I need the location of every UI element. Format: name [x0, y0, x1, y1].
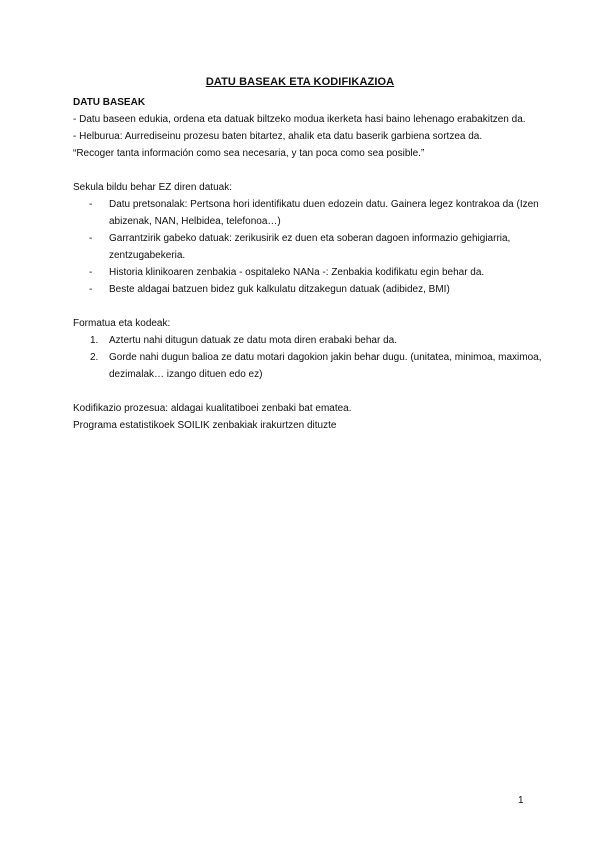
list-item-text: Garrantzirik gabeko datuak: zerikusirik ez duen eta soberan dagoen informazio gehigiarria, zentzugabekeria.: [109, 233, 511, 261]
list-item: [73, 230, 543, 264]
list-item-text: Datu pretsonalak: Pertsona hori identifikatu duen edozein datu. Gainera legez kontrakoa da (Izen abizenak, NAN, Helbidea, telefonoa…): [109, 199, 539, 227]
list-item: [73, 196, 543, 230]
excluded-list: [73, 196, 543, 298]
list-item-text: Historia klinikoaren zenbakia - ospitaleko NANa -: Zenbakia kodifikatu egin behar da.: [109, 267, 485, 278]
list-item-text: Aztertu nahi ditugun datuak ze datu mota diren erabaki behar da.: [109, 335, 397, 346]
format-heading: Formatua eta kodeak:: [73, 318, 171, 329]
intro-line-1: - Datu baseen edukia, ordena eta datuak biltzeko modua ikerketa hasi baino lehenago erabakitzen da.: [73, 114, 526, 125]
format-list: [73, 332, 543, 383]
document-title: DATU BASEAK ETA KODIFIKAZIOA: [205, 76, 395, 88]
spacer: [73, 162, 543, 179]
spacer: [73, 298, 543, 315]
list-item-text: Gorde nahi dugun balioa ze datu motari dagokion jakin behar dugu. (unitatea, minimoa, maximoa, dezimalak… izango dituen edo ez): [109, 352, 542, 380]
dash-marker: -: [89, 284, 93, 295]
number-marker: 2.: [90, 352, 99, 363]
list-item: [73, 281, 543, 298]
dash-marker: -: [89, 267, 93, 278]
list-item: [73, 349, 543, 383]
number-marker: 1.: [90, 335, 99, 346]
document-body: [73, 94, 543, 434]
closing-line-2: Programa estatistikoek SOILIK zenbakiak irakurtzen dituzte: [73, 420, 337, 431]
page-number: 1: [518, 795, 524, 806]
spacer: [73, 383, 543, 400]
intro-line-2: - Helburua: Aurrediseinu prozesu baten bitartez, ahalik eta datu baserik garbiena sortzea da.: [73, 131, 483, 142]
dash-marker: -: [89, 233, 93, 244]
section-heading: DATU BASEAK: [73, 97, 146, 108]
closing-line-1: Kodifikazio prozesua: aldagai kualitatiboei zenbaki bat ematea.: [73, 403, 352, 414]
intro-quote: “Recoger tanta información como sea necesaria, y tan poca como sea posible.”: [73, 148, 425, 159]
list-item: [73, 332, 543, 349]
dash-marker: -: [89, 199, 93, 210]
excluded-heading: Sekula bildu behar EZ diren datuak:: [73, 182, 232, 193]
list-item: [73, 264, 543, 281]
list-item-text: Beste aldagai batzuen bidez guk kalkulatu ditzakegun datuak (adibidez, BMI): [109, 284, 450, 295]
